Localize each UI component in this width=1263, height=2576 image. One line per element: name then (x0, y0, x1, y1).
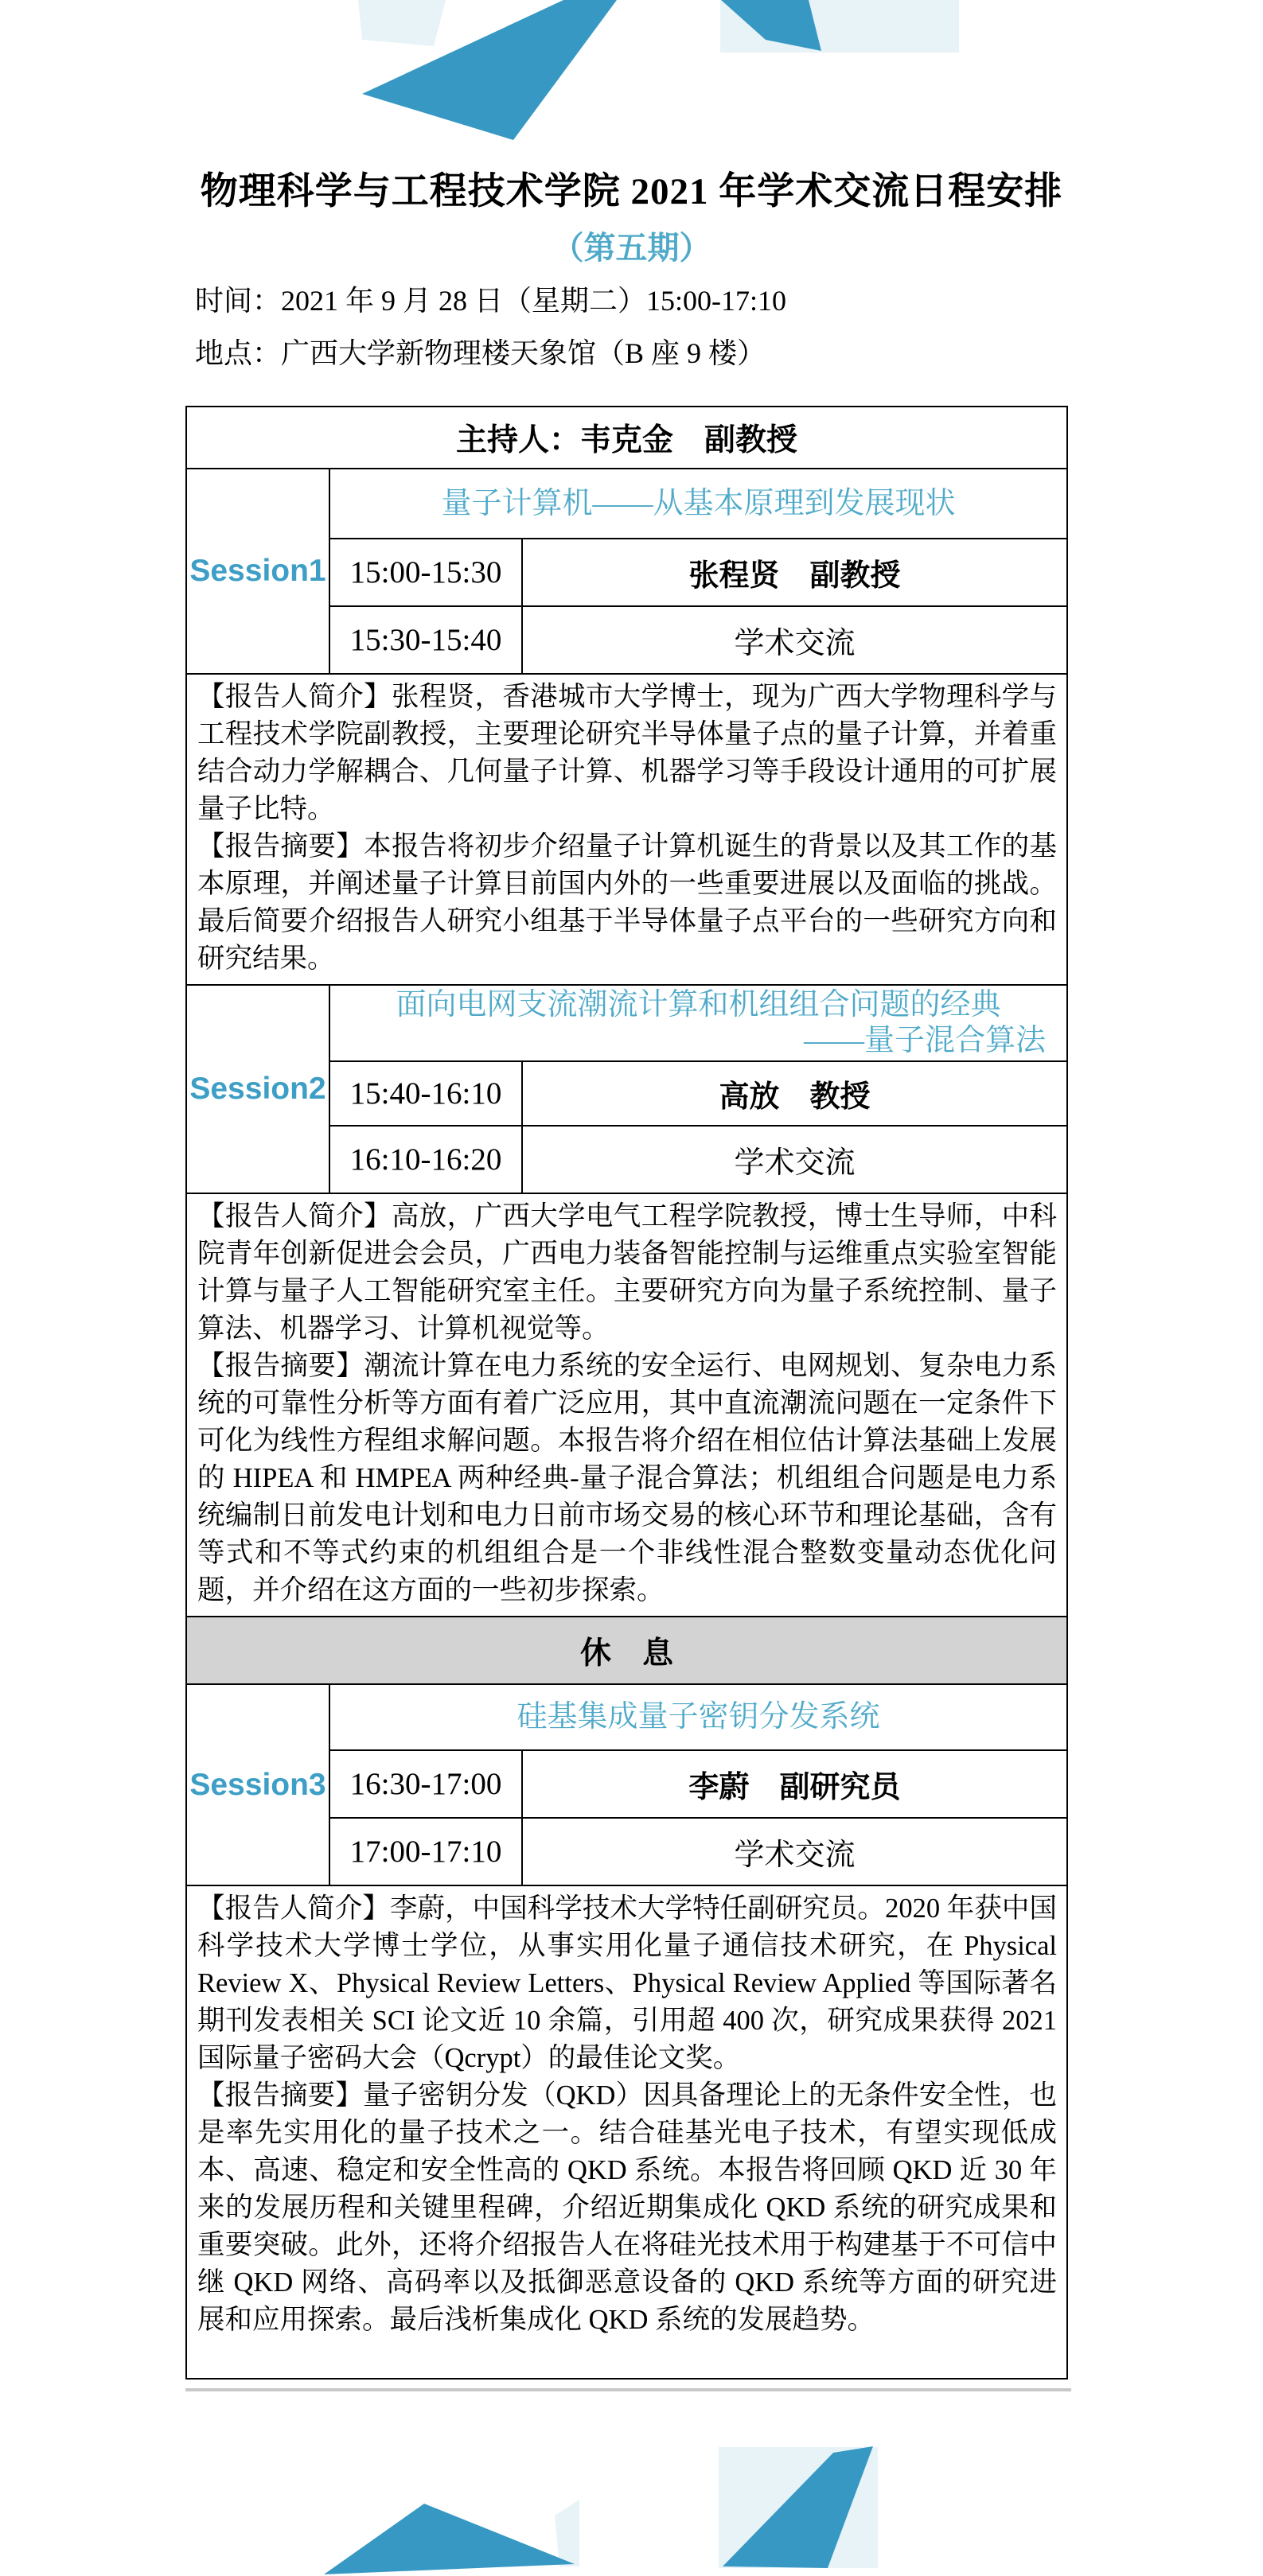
host-row: 主持人：韦克金 副教授 (455, 423, 797, 457)
session1-abstract: 【报告摘要】本报告将初步介绍量子计算机诞生的背景以及其工作的基本原理，并阐述量子计算目前国内外的一些重要进展以及面临的挑战。最后简要介绍报告人研究小组基于半导体量子点平台的一些研究方向和研究结果。 (197, 831, 1057, 974)
session2-title-line1: 面向电网支流潮流计算和机组组合问题的经典 (396, 988, 1001, 1021)
page-title: 物理科学与工程技术学院 2021 年学术交流日程安排 (200, 171, 1063, 212)
bottom-right-tail-icon (723, 2446, 873, 2568)
session2-time-2: 16:10-16:20 (330, 1125, 523, 1193)
session1-activity: 学术交流 (523, 605, 1066, 673)
session1-time-2: 15:30-15:40 (330, 605, 523, 673)
bottom-pale-sliver (555, 2500, 579, 2566)
session2-title-line2: ——量子混合算法 (803, 1024, 1046, 1057)
bottom-left-triangle-icon (324, 2504, 575, 2574)
top-right-wedge-icon (721, 0, 821, 51)
session3-label: Session3 (187, 1685, 330, 1885)
session2-time-1: 15:40-16:10 (330, 1060, 523, 1125)
session3-speaker: 李蔚 副研究员 (523, 1749, 1066, 1817)
session2-block (187, 984, 1066, 1193)
session2-label: Session2 (187, 986, 330, 1193)
session1-label: Session1 (187, 469, 330, 673)
top-right-pale-shape (720, 0, 959, 53)
session2-details (187, 1193, 1066, 1616)
session3-activity: 学术交流 (523, 1817, 1066, 1885)
session1-bio: 【报告人简介】张程贤，香港城市大学博士，现为广西大学物理科学与工程技术学院副教授，主要理论研究半导体量子点的量子计算，并着重结合动力学解耦合、几何量子计算、机器学习等手段设计通用的可扩展量子比特。 (197, 682, 1057, 824)
session1-speaker: 张程贤 副教授 (523, 538, 1066, 605)
session3-title-text: 硅基集成量子密钥分发系统 (517, 1700, 880, 1734)
session2-title (330, 986, 1066, 1060)
session3-abstract: 【报告摘要】量子密钥分发（QKD）因具备理论上的无条件安全性，也是率先实用化的量子技术之一。结合硅基光电子技术，有望实现低成本、高速、稳定和安全性高的 QKD 系统。本报告将回顾 QKD 近 30 年来的发展历程和关键里程碑，介绍近期集成化 QKD 系统的研究成果和重要突破。此外，还将介绍报告人在将硅光技术用于构建基于不可信中继 QKD 网络、高码率以及抵御恶意设备的 QKD 系统等方面的研究进展和应用探索。最后浅析集成化 QKD 系统的发展趋势。 (197, 2080, 1057, 2335)
session1-title-text: 量子计算机——从基本原理到发展现状 (441, 486, 956, 520)
session1-details (187, 673, 1066, 984)
session3-details (187, 1885, 1066, 2378)
event-location-line: 地点：广西大学新物理楼天象馆（B 座 9 楼） (195, 337, 766, 369)
session3-time-1: 16:30-17:00 (330, 1749, 523, 1817)
bottom-right-pale-shape (719, 2447, 878, 2568)
session1-block (187, 468, 1066, 673)
session1-title (330, 469, 1066, 538)
top-left-pale-shape (358, 0, 446, 46)
schedule-table (185, 406, 1068, 2379)
session2-abstract: 【报告摘要】潮流计算在电力系统的安全运行、电网规划、复杂电力系统的可靠性分析等方面有着广泛应用，其中直流潮流问题在一定条件下可化为线性方程组求解问题。本报告将介绍在相位估计算法基础上发展的 HIPEA 和 HMPEA 两种经典-量子混合算法；机组组合问题是电力系统编制日前发电计划和电力日前市场交易的核心环节和理论基础，含有等式和不等式约束的机组组合是一个非线性混合整数变量动态优化问题，并介绍在这方面的一些初步探索。 (197, 1351, 1057, 1605)
session2-activity: 学术交流 (523, 1125, 1066, 1193)
session3-time-2: 17:00-17:10 (330, 1817, 523, 1885)
table-bottom-line (185, 2388, 1071, 2391)
session2-speaker: 高放 教授 (523, 1060, 1066, 1125)
session1-time-1: 15:00-15:30 (330, 538, 523, 605)
event-time-line: 时间：2021 年 9 月 28 日（星期二）15:00-17:10 (195, 285, 786, 317)
session3-block (187, 1683, 1066, 1885)
session2-bio: 【报告人简介】高放，广西大学电气工程学院教授，博士生导师，中科院青年创新促进会会员，广西电力装备智能控制与运维重点实验室智能计算与量子人工智能研究室主任。主要研究方向为量子系统控制、量子算法、机器学习、计算机视觉等。 (197, 1201, 1057, 1344)
top-left-triangle-icon (362, 0, 617, 140)
page-subtitle: （第五期） (552, 230, 711, 266)
session3-title (330, 1685, 1066, 1749)
break-row: 休 息 (187, 1616, 1066, 1683)
session3-bio: 【报告人简介】李蔚，中国科学技术大学特任副研究员。2020 年获中国科学技术大学博士学位，从事实用化量子通信技术研究，在 Physical Review X、Physical Review Letters、Physical Review Applied 等国际著名期刊发表相关 SCI 论文近 10 余篇，引用超 400 次，研究成果获得 2021 国际量子密码大会（Qcrypt）的最佳论文奖。 (197, 1893, 1057, 2073)
